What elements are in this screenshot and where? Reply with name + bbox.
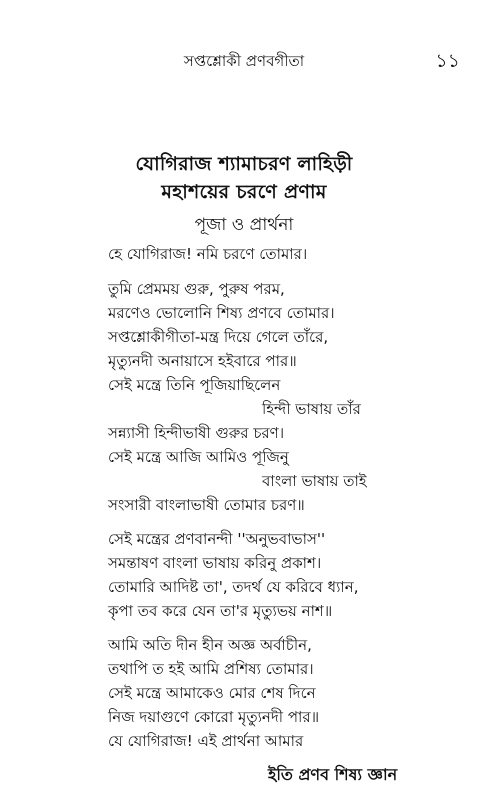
verse-line: সপ্তশ্লোকীগীতা-মন্ত্র দিয়ে গেলে তাঁরে, <box>108 328 329 346</box>
verse-line: সন্ন্যাসী হিন্দীভাষী গুরুর চরণ। <box>108 424 285 442</box>
signature: ইতি প্রণব শিষ্য জ্ঞান <box>268 765 398 784</box>
title-line-1: যোগিরাজ শ্যামাচরণ লাহিড়ী <box>135 153 353 175</box>
verse-line: তথাপি ত হই আমি প্রশিষ্য তোমার। <box>108 660 314 678</box>
verse-line: সেই মন্ত্রে আমাকেও মোর শেষ দিনে <box>108 684 316 702</box>
verse-line: তুমি প্রেমময় গুরু, পুরুষ পরম, <box>108 280 285 298</box>
title-line-2: মহাশয়ের চরণে প্রণাম <box>161 181 327 203</box>
verse-line: সেই মন্ত্রের প্রণবানন্দী ''অনুভবাভাস'' <box>108 530 326 548</box>
verse-line: আমি অতি দীন হীন অজ্ঞ অর্বাচীন, <box>108 636 312 654</box>
verse-line: হে যোগিরাজ! নমি চরণে তোমার। <box>108 245 308 263</box>
verse-line: সমন্তাষণ বাংলা ভাষায় করিনু প্রকাশ। <box>108 554 322 572</box>
verse-line: নিজ দয়াগুণে কোরো মৃত্যুনদী পার॥ <box>108 708 320 726</box>
verse-line-indented: হিন্দী ভাষায় তাঁর <box>262 400 361 418</box>
verse-line: সেই মন্ত্রে আজি আমিও পূজিনু <box>108 448 289 466</box>
running-header: সপ্তশ্লোকী প্রণবগীতা <box>183 52 305 70</box>
verse-line: সেই মন্ত্রে তিনি পূজিয়াছিলেন <box>108 376 281 394</box>
verse-line: মরণেও ভোলোনি শিষ্য প্রণবে তোমার। <box>108 304 335 322</box>
page-number: ১১ <box>435 50 460 72</box>
verse-line-indented: বাংলা ভাষায় তাই <box>262 472 367 490</box>
verse-line: মৃত্যুনদী অনায়াসে হইবারে পার॥ <box>108 352 297 370</box>
verse-line: কৃপা তব করে যেন তা'র মৃত্যুভয় নাশ॥ <box>108 602 333 620</box>
verse-line: যে যোগিরাজ! এই প্রার্থনা আমার <box>108 732 304 750</box>
verse-line: তোমারি আদিষ্ট তা', তদর্থ যে করিবে ধ্যান, <box>108 578 359 596</box>
section-subtitle: পূজা ও প্রার্থনা <box>194 215 294 235</box>
verse-line: সংসারী বাংলাভাষী তোমার চরণ॥ <box>108 496 305 514</box>
